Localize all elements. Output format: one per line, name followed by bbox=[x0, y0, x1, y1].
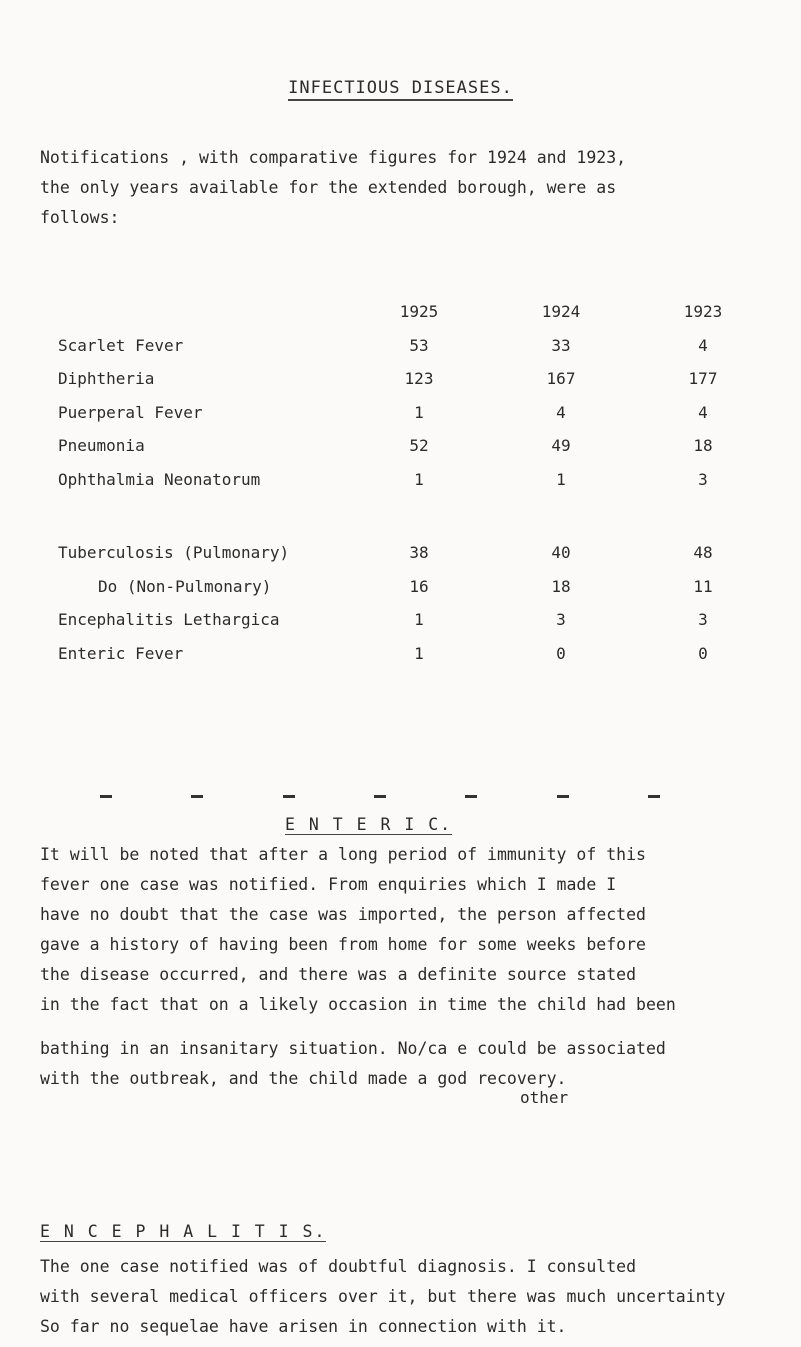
value-cell: 16 bbox=[409, 576, 429, 596]
value-cell: 1 bbox=[414, 610, 424, 630]
disease-name: Ophthalmia Neonatorum bbox=[58, 469, 261, 489]
table-row bbox=[58, 463, 774, 497]
disease-name: Encephalitis Lethargica bbox=[58, 610, 280, 630]
enteric-line: the disease occurred, and there was a definite source stated bbox=[40, 965, 637, 984]
header-cell: 1923 bbox=[683, 302, 723, 322]
table-header-row bbox=[58, 295, 774, 329]
value-cell: 18 bbox=[551, 576, 571, 596]
table-row bbox=[58, 362, 774, 396]
header-cell: 1925 bbox=[399, 302, 439, 322]
table-row bbox=[58, 637, 774, 671]
value-cell: 4 bbox=[698, 402, 708, 422]
intro-line: follows: bbox=[40, 208, 120, 227]
table-row bbox=[58, 396, 774, 430]
encephalitis-line: The one case notified was of doubtful diagnosis. I consulted bbox=[40, 1257, 637, 1276]
value-cell: 123 bbox=[404, 369, 434, 389]
value-cell: 167 bbox=[546, 369, 576, 389]
disease-name: Tuberculosis (Pulmonary) bbox=[58, 543, 290, 563]
value-cell: 40 bbox=[551, 543, 571, 563]
page-title: INFECTIOUS DISEASES. bbox=[0, 78, 801, 98]
disease-name: Scarlet Fever bbox=[58, 335, 184, 355]
value-cell: 3 bbox=[698, 610, 708, 630]
section-divider bbox=[100, 795, 660, 798]
value-cell: 1 bbox=[414, 469, 424, 489]
value-cell: 3 bbox=[698, 469, 708, 489]
value-cell: 52 bbox=[409, 436, 429, 456]
enteric-paragraph bbox=[40, 840, 780, 1094]
disease-name: Do (Non-Pulmonary) bbox=[98, 576, 272, 596]
table-row bbox=[58, 536, 774, 570]
value-cell: 4 bbox=[556, 402, 566, 422]
value-cell: 1 bbox=[414, 643, 424, 663]
table-row bbox=[58, 570, 774, 604]
value-cell: 38 bbox=[409, 543, 429, 563]
value-cell: 1 bbox=[414, 402, 424, 422]
encephalitis-line: with several medical officers over it, but there was much uncertainty bbox=[40, 1287, 726, 1306]
intro-paragraph bbox=[40, 143, 780, 233]
value-cell: 0 bbox=[698, 643, 708, 663]
encephalitis-heading: E N C E P H A L I T I S. bbox=[40, 1222, 327, 1241]
enteric-heading: E N T E R I C. bbox=[285, 815, 453, 834]
intro-line: Notifications , with comparative figures for 1924 and 1923, bbox=[40, 148, 627, 167]
enteric-line: in the fact that on a likely occasion in time the child had been bbox=[40, 995, 676, 1014]
value-cell: 3 bbox=[556, 610, 566, 630]
disease-name: Diphtheria bbox=[58, 369, 155, 389]
table-row bbox=[58, 603, 774, 637]
table-row bbox=[58, 429, 774, 463]
disease-name: Pneumonia bbox=[58, 436, 145, 456]
value-cell: 0 bbox=[556, 643, 566, 663]
enteric-line: gave a history of having been from home for some weeks before bbox=[40, 935, 646, 954]
value-cell: 53 bbox=[409, 335, 429, 355]
enteric-line: with the outbreak, and the child made a god recovery. bbox=[40, 1069, 567, 1088]
header-cell bbox=[58, 295, 348, 329]
value-cell: 177 bbox=[688, 369, 718, 389]
enteric-line: fever one case was notified. From enquiries which I made I bbox=[40, 875, 617, 894]
value-cell: 11 bbox=[693, 576, 713, 596]
value-cell: 18 bbox=[693, 436, 713, 456]
disease-name: Puerperal Fever bbox=[58, 402, 203, 422]
enteric-line: have no doubt that the case was imported, the person affected bbox=[40, 905, 646, 924]
table-row bbox=[58, 329, 774, 363]
enteric-line: bathing in an insanitary situation. No/ca e could be associated bbox=[40, 1039, 666, 1058]
disease-name: Enteric Fever bbox=[58, 643, 184, 663]
value-cell: 1 bbox=[556, 469, 566, 489]
notifications-table bbox=[58, 295, 774, 670]
encephalitis-paragraph bbox=[40, 1252, 780, 1342]
value-cell: 49 bbox=[551, 436, 571, 456]
encephalitis-line: So far no sequelae have arisen in connection with it. bbox=[40, 1317, 567, 1336]
intro-line: the only years available for the extended borough, were as bbox=[40, 178, 617, 197]
enteric-line: It will be noted that after a long period of immunity of this bbox=[40, 845, 646, 864]
inserted-word: other bbox=[520, 1088, 569, 1107]
value-cell: 4 bbox=[698, 335, 708, 355]
header-cell: 1924 bbox=[541, 302, 581, 322]
table-spacer-row bbox=[58, 496, 774, 536]
value-cell: 48 bbox=[693, 543, 713, 563]
value-cell: 33 bbox=[551, 335, 571, 355]
